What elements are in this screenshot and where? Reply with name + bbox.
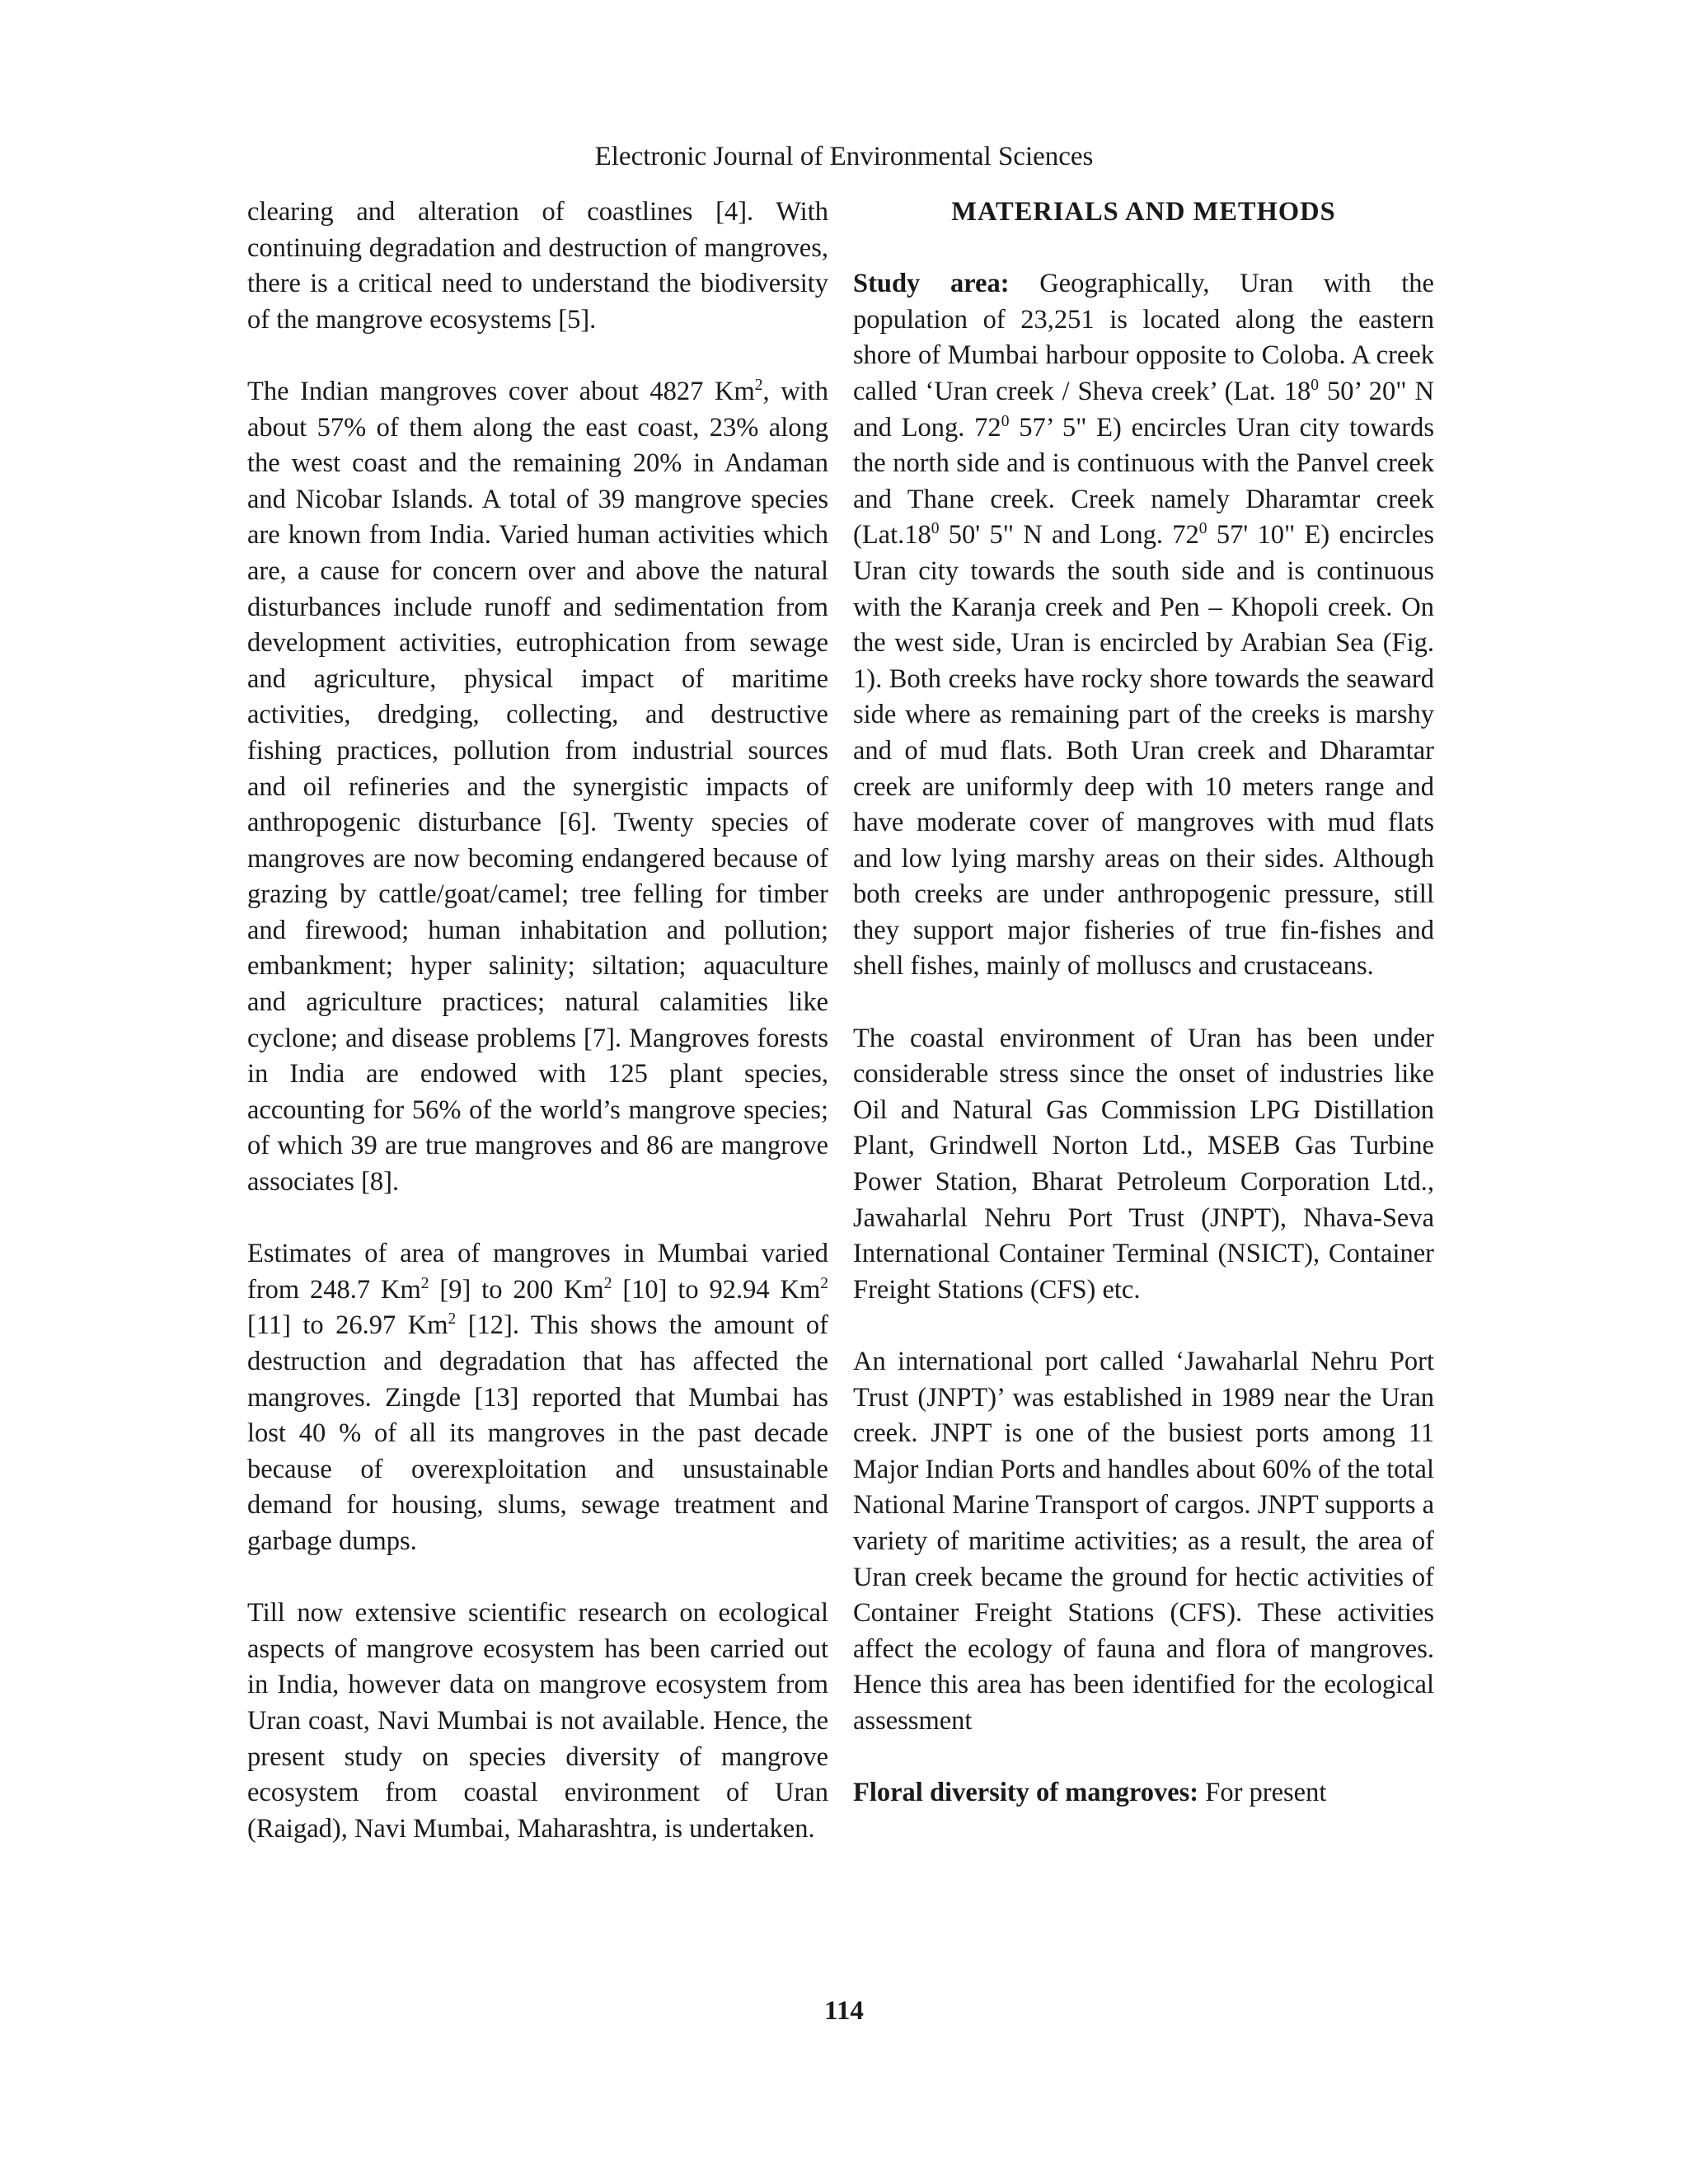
superscript: 0: [931, 520, 940, 538]
text-run: 50' 5" N and Long. 72: [939, 520, 1199, 551]
superscript: 0: [1001, 412, 1010, 430]
text-run: , with about 57% of them along the east coast, 23% along the west coast and the remaining 20% in Andaman and Nicobar Islands. A total of 39 mangrove species are known from India. Varied human activities which are, a cause for concern over and above the natural disturbances include runoff and sedimentation from development activities, eutrophication from sewage and agriculture, physical impact of maritime activities, dredging, collecting, and destructive fishing practices, pollution from industrial sources and oil refineries and the synergistic impacts of anthropogenic disturbance [6]. Twenty species of mangroves are now becoming endangered because of grazing by cattle/goat/camel; tree felling for timber and firewood; human inhabitation and pollution; embankment; hyper salinity; siltation; aquaculture and agriculture practices; natural calamities like cyclone; and disease problems [7]. Mangroves forests in India are endowed with 125 plant species, accounting for 56% of the world’s mangrove species; of which 39 are true mangroves and 86 are mangrove associates [8].: [247, 376, 828, 1197]
left-column: [247, 194, 828, 1847]
text-run: [10] to 92.94 Km: [612, 1274, 821, 1305]
paragraph-jnpt-port: An international port called ‘Jawaharlal Nehru Port Trust (JNPT)’ was established in 1989 near the Uran creek. JNPT is one of the busiest ports among 11 Major Indian Ports and handles about 60% of the total National Marine Transport of cargos. JNPT supports a variety of maritime activities; as a result, the area of Uran creek became the ground for hectic activities of Container Freight Stations (CFS). These activities affect the ecology of fauna and flora of mangroves. Hence this area has been identified for the ecological assessment: [853, 1347, 1434, 1736]
text-run: For present: [1198, 1778, 1327, 1808]
superscript: 2: [448, 1310, 457, 1329]
run-in-heading: Study area:: [853, 269, 1010, 299]
superscript: 2: [420, 1274, 429, 1292]
text-run: [12]. This shows the amount of destruction and degradation that has affected the mangroves. Zingde [13] reported that Mumbai has lost 40 % of all its mangroves in the past decade because of overexploitation and unsustainable demand for housing, slums, sewage treatment and garbage dumps.: [247, 1310, 828, 1556]
journal-header: Electronic Journal of Environmental Sciences: [594, 142, 1094, 171]
superscript: 2: [820, 1274, 828, 1292]
section-heading: MATERIALS AND METHODS: [951, 197, 1336, 227]
superscript: 2: [754, 377, 763, 395]
text-run: 57' 10" E) encircles Uran city towards the south side and is continuous with the Karanja creek and Pen – Khopoli creek. On the west side, Uran is encircled by Arabian Sea (Fig. 1). Both creeks have rocky shore towards the seaward side where as remaining part of the creeks is marshy and of mud flats. Both Uran creek and Dharamtar creek are uniformly deep with 10 meters range and have moderate cover of mangroves with mud flats and low lying marshy areas on their sides. Although both creeks are under anthropogenic pressure, still they support major fisheries of true fin-fishes and shell fishes, mainly of molluscs and crustaceans.: [853, 520, 1435, 982]
text-run: [11] to 26.97 Km: [247, 1310, 448, 1341]
superscript: 0: [1311, 377, 1320, 395]
text-run: [9] to 200 Km: [429, 1274, 604, 1305]
run-in-heading: Floral diversity of mangroves:: [853, 1778, 1199, 1808]
text-run: 57’ 5" E) encircles Uran city towards the north side and is continuous with the Panvel creek and Thane creek. Creek namely Dharamtar creek (Lat.18: [853, 412, 1434, 551]
paragraph-research-gap: Till now extensive scientific research on ecological aspects of mangrove ecosystem has been carried out in India, however data on mangrove ecosystem from Uran coast, Navi Mumbai is not available. Hence, the present study on species diversity of mangrove ecosystem from coastal environment of Uran (Raigad), Navi Mumbai, Maharashtra, is undertaken.: [247, 1598, 828, 1844]
text-run: Estimates of area of mangroves in Mumbai varied from 248.7 Km: [247, 1239, 828, 1305]
page-number: 114: [824, 1996, 864, 2026]
text-run: The Indian mangroves cover about 4827 Km: [247, 376, 755, 406]
paragraph-mumbai-estimates: [247, 1236, 828, 1559]
superscript: 0: [1198, 520, 1207, 538]
paragraph-coastal-environment: The coastal environment of Uran has been under considerable stress since the onset of industries like Oil and Natural Gas Commission LPG Distillation Plant, Grindwell Norton Ltd., MSEB Gas Turbine Power Station, Bharat Petroleum Corporation Ltd., Jawaharlal Nehru Port Trust (JNPT), Nhava-Seva International Container Terminal (NSICT), Container Freight Stations (CFS) etc.: [853, 1023, 1434, 1305]
right-column: [853, 194, 1434, 1811]
text-run: 50’ 20" N and Long. 72: [853, 376, 1434, 443]
paragraph-coastline-clearing: clearing and alteration of coastlines [4]. With continuing degradation and destruction of mangroves, there is a critical need to understand the biodiversity of the mangrove ecosystems [5].: [247, 197, 828, 335]
text-run: Geographically, Uran with the population of 23,251 is located along the eastern shore of Mumbai harbour opposite to Coloba. A creek called ‘Uran creek / Sheva creek’ (Lat. 18: [853, 269, 1434, 406]
paragraph-floral-diversity: [853, 1775, 1434, 1811]
paragraph-study-area: [853, 266, 1434, 985]
paragraph-indian-mangroves: [247, 374, 828, 1201]
superscript: 2: [603, 1274, 612, 1292]
